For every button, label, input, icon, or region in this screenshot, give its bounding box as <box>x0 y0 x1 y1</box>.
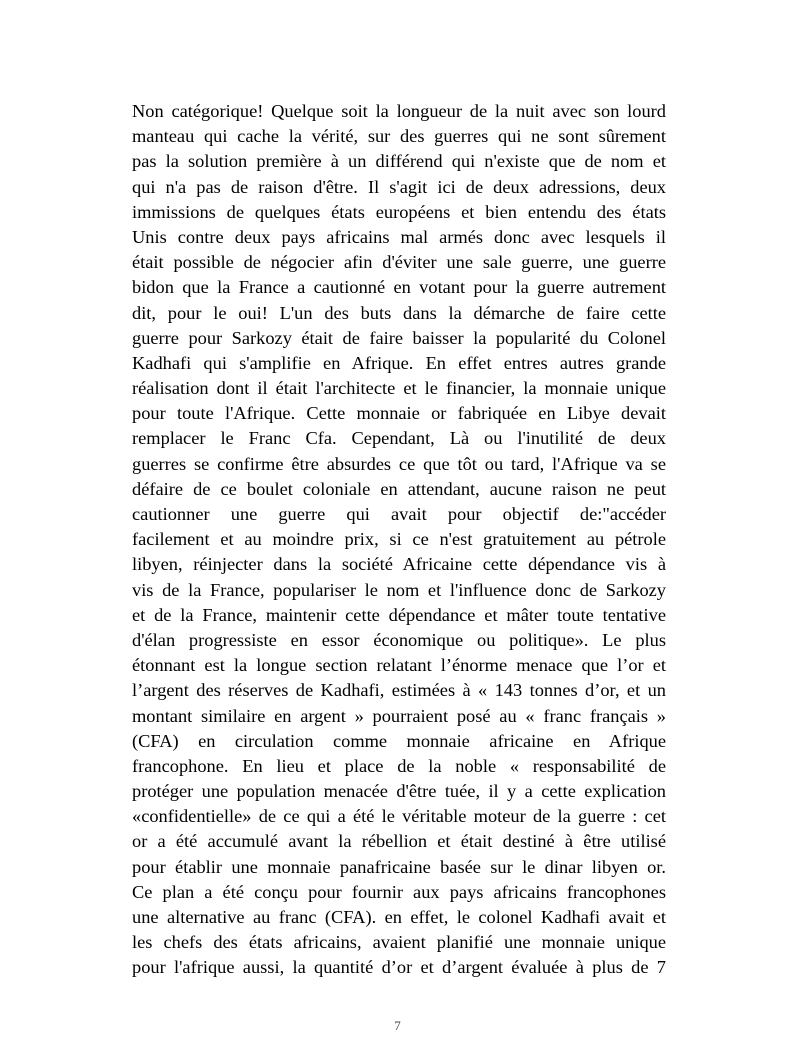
text-line: remplacer le Franc Cfa. Cependant, Là ou l'inutilité de deux <box>132 428 666 449</box>
text-line: qui n'a pas de raison d'être. Il s'agit ici de deux adressions, deux <box>132 176 666 197</box>
text-line: défaire de ce boulet coloniale en attendant, aucune raison ne peut <box>132 478 666 499</box>
text-line: cautionner une guerre qui avait pour objectif de:"accéder <box>132 504 666 524</box>
text-line: étonnant est la longue section relatant l’énorme menace que l’or et <box>132 655 666 676</box>
text-line: montant similaire en argent » pourraient posé au « franc français » <box>132 705 666 726</box>
text-line: les chefs des états africains, avaient planifié une monnaie unique <box>132 932 666 953</box>
text-line: pour l'afrique aussi, la quantité d’or et d’argent évaluée à plus de 7 <box>132 957 666 978</box>
text-line: (CFA) en circulation comme monnaie africaine en Afrique <box>132 730 666 751</box>
body-text <box>132 99 666 981</box>
text-line: l’argent des réserves de Kadhafi, estimées à « 143 tonnes d’or, et un <box>132 680 666 701</box>
text-line: guerres se confirme être absurdes ce que tôt ou tard, l'Afrique va se <box>132 453 666 474</box>
text-line: manteau qui cache la vérité, sur des guerres qui ne sont sûrement <box>132 126 666 147</box>
text-line: d'élan progressiste en essor économique ou politique». Le plus <box>132 629 666 650</box>
page-number: 7 <box>394 1018 401 1033</box>
text-line: réalisation dont il était l'architecte et le financier, la monnaie unique <box>132 378 666 399</box>
text-line: Non catégorique! Quelque soit la longueur de la nuit avec son lourd <box>132 101 666 121</box>
text-line: pas la solution première à un différend qui n'existe que de nom et <box>132 151 666 172</box>
text-line: «confidentielle» de ce qui a été le véritable moteur de la guerre : cet <box>132 806 666 827</box>
text-line: pour établir une monnaie panafricaine basée sur le dinar libyen or. <box>132 856 666 877</box>
text-line: Ce plan a été conçu pour fournir aux pays africains francophones <box>132 881 666 902</box>
text-line: Unis contre deux pays africains mal armés donc avec lesquels il <box>132 226 666 247</box>
text-line: était possible de négocier afin d'éviter une sale guerre, une guerre <box>132 252 666 273</box>
text-line: immissions de quelques états européens et bien entendu des états <box>132 201 666 222</box>
text-line: facilement et au moindre prix, si ce n'est gratuitement au pétrole <box>132 529 666 550</box>
text-line: libyen, réinjecter dans la société Africaine cette dépendance vis à <box>132 554 666 575</box>
text-line: une alternative au franc (CFA). en effet, le colonel Kadhafi avait et <box>132 907 666 927</box>
text-line: or a été accumulé avant la rébellion et était destiné à être utilisé <box>132 831 666 852</box>
text-line: vis de la France, populariser le nom et l'influence donc de Sarkozy <box>132 579 666 600</box>
text-line: protéger une population menacée d'être tuée, il y a cette explication <box>132 781 666 802</box>
text-line: francophone. En lieu et place de la noble « responsabilité de <box>132 755 666 776</box>
text-line: bidon que la France a cautionné en votant pour la guerre autrement <box>132 277 666 298</box>
text-line: et de la France, maintenir cette dépendance et mâter toute tentative <box>132 604 666 625</box>
text-line: dit, pour le oui! L'un des buts dans la démarche de faire cette <box>132 302 666 323</box>
text-line: Kadhafi qui s'amplifie en Afrique. En effet entres autres grande <box>132 352 666 373</box>
text-line: guerre pour Sarkozy était de faire baisser la popularité du Colonel <box>132 327 666 348</box>
text-line: pour toute l'Afrique. Cette monnaie or fabriquée en Libye devait <box>132 403 666 424</box>
